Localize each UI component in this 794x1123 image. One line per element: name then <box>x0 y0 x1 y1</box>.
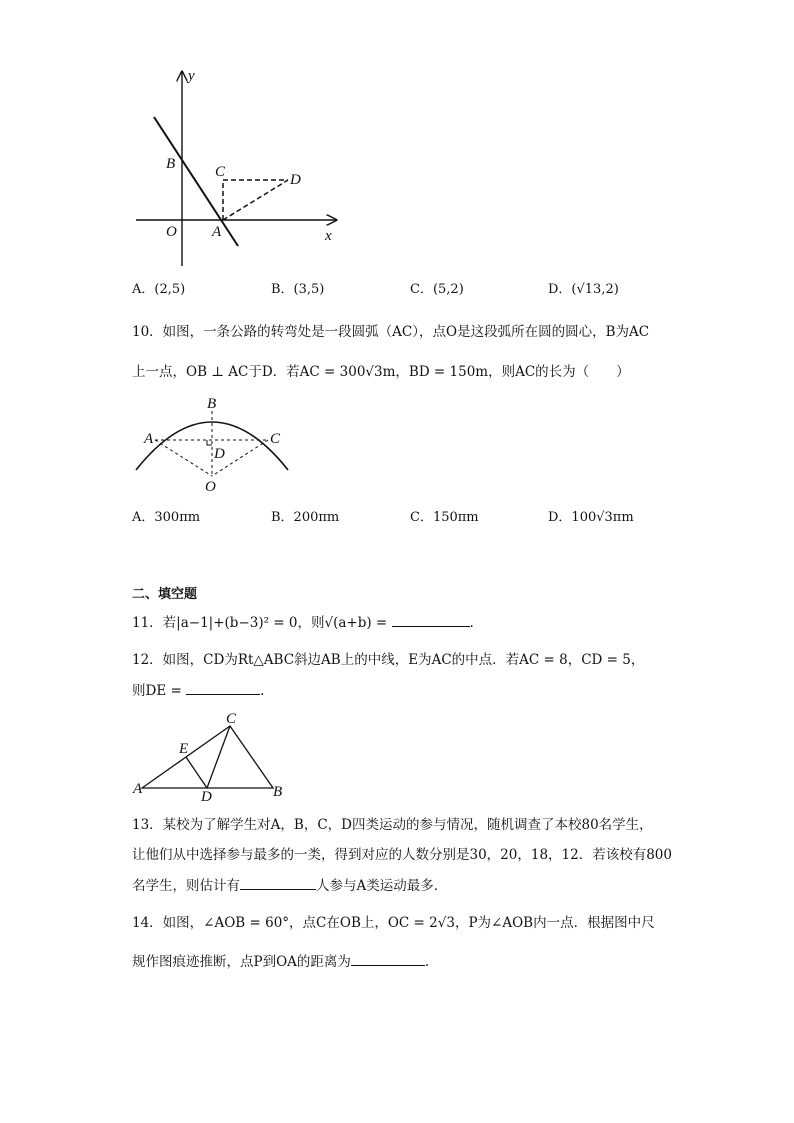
q9-option-b[interactable]: B．(3,5) <box>271 282 325 297</box>
q12-triangle-figure <box>130 710 290 802</box>
q13-text: 名学生，则估计有 <box>132 878 240 894</box>
label-b: B <box>273 784 283 800</box>
q10-line1: 10．如图，一条公路的转弯处是一段圆弧（AC），点O是这段弧所在圆的圆心，B为AC <box>132 324 650 340</box>
q10-option-c[interactable]: C．150πm <box>410 510 479 525</box>
q10-option-a[interactable]: A．300πm <box>132 510 201 525</box>
label-c: C <box>270 431 281 447</box>
radius-oa <box>155 440 212 476</box>
right-angle-mark <box>207 440 212 445</box>
q12-line2 <box>132 680 264 701</box>
label-d: D <box>290 172 301 188</box>
label-o: O <box>166 224 177 240</box>
segment-ad <box>223 180 288 220</box>
q13-line1: 13．某校为了解学生对A，B，C，D四类运动的参与情况，随机调查了本校80名学生， <box>132 817 653 833</box>
label-d: D <box>201 789 212 802</box>
q11-end: . <box>469 615 474 631</box>
triangle-abc <box>142 726 273 788</box>
q14-line1: 14．如图，∠AOB = 60°，点C在OB上，OC = 2√3，P为∠AOB内一点．根据图中尺 <box>132 915 655 931</box>
q9-coordinate-figure <box>130 62 350 272</box>
q14-end: . <box>424 954 430 970</box>
label-c: C <box>226 711 237 727</box>
label-c: C <box>215 164 226 180</box>
label-a: A <box>144 431 154 447</box>
q13-line2: 让他们从中选择参与最多的一类，得到对应的人数分别是30，20，18，12．若该校有800 <box>132 847 672 863</box>
label-b: B <box>207 396 217 412</box>
q14-answer-blank[interactable] <box>351 951 425 966</box>
q10-option-d[interactable]: D．100√3πm <box>548 510 634 525</box>
q10-option-b[interactable]: B．200πm <box>271 510 340 525</box>
q14-line2 <box>132 951 429 972</box>
q11-text: 11．若|a−1|+(b−3)² = 0，则√(a+b) = <box>132 615 388 631</box>
q11 <box>132 612 474 633</box>
q14-text: 规作图痕迹推断，点P到OA的距离为 <box>132 954 351 970</box>
label-e: E <box>179 741 189 757</box>
median-cd <box>207 726 230 788</box>
q13-line3 <box>132 875 447 896</box>
q10-line2: 上一点，OB ⊥ AC于D．若AC = 300√3m，BD = 150m，则AC的长为（ ） <box>132 364 630 380</box>
q9-option-d[interactable]: D．(√13,2) <box>548 282 619 297</box>
q9-option-c[interactable]: C．(5,2) <box>410 282 464 297</box>
q10-arc-figure <box>130 394 295 496</box>
label-a: A <box>133 781 143 797</box>
label-y: y <box>188 68 195 84</box>
q12-line1: 12．如图，CD为Rt△ABC斜边AB上的中线，E为AC的中点．若AC = 8，CD = 5， <box>132 652 645 668</box>
label-o: O <box>205 479 216 495</box>
q12-answer-blank[interactable] <box>186 680 260 695</box>
section-title: 二、填空题 <box>132 587 198 602</box>
label-a: A <box>212 224 222 240</box>
q13-end: 人参与A类运动最多． <box>316 878 448 894</box>
label-x: x <box>325 228 332 244</box>
label-b: B <box>166 156 176 172</box>
q12-end: . <box>260 683 265 699</box>
q11-answer-blank[interactable] <box>392 612 470 627</box>
segment-de <box>186 757 207 788</box>
q9-option-a[interactable]: A．(2,5) <box>132 282 186 297</box>
q13-answer-blank[interactable] <box>240 875 316 890</box>
q12-text: 则DE = <box>132 683 182 699</box>
label-d: D <box>214 446 225 462</box>
